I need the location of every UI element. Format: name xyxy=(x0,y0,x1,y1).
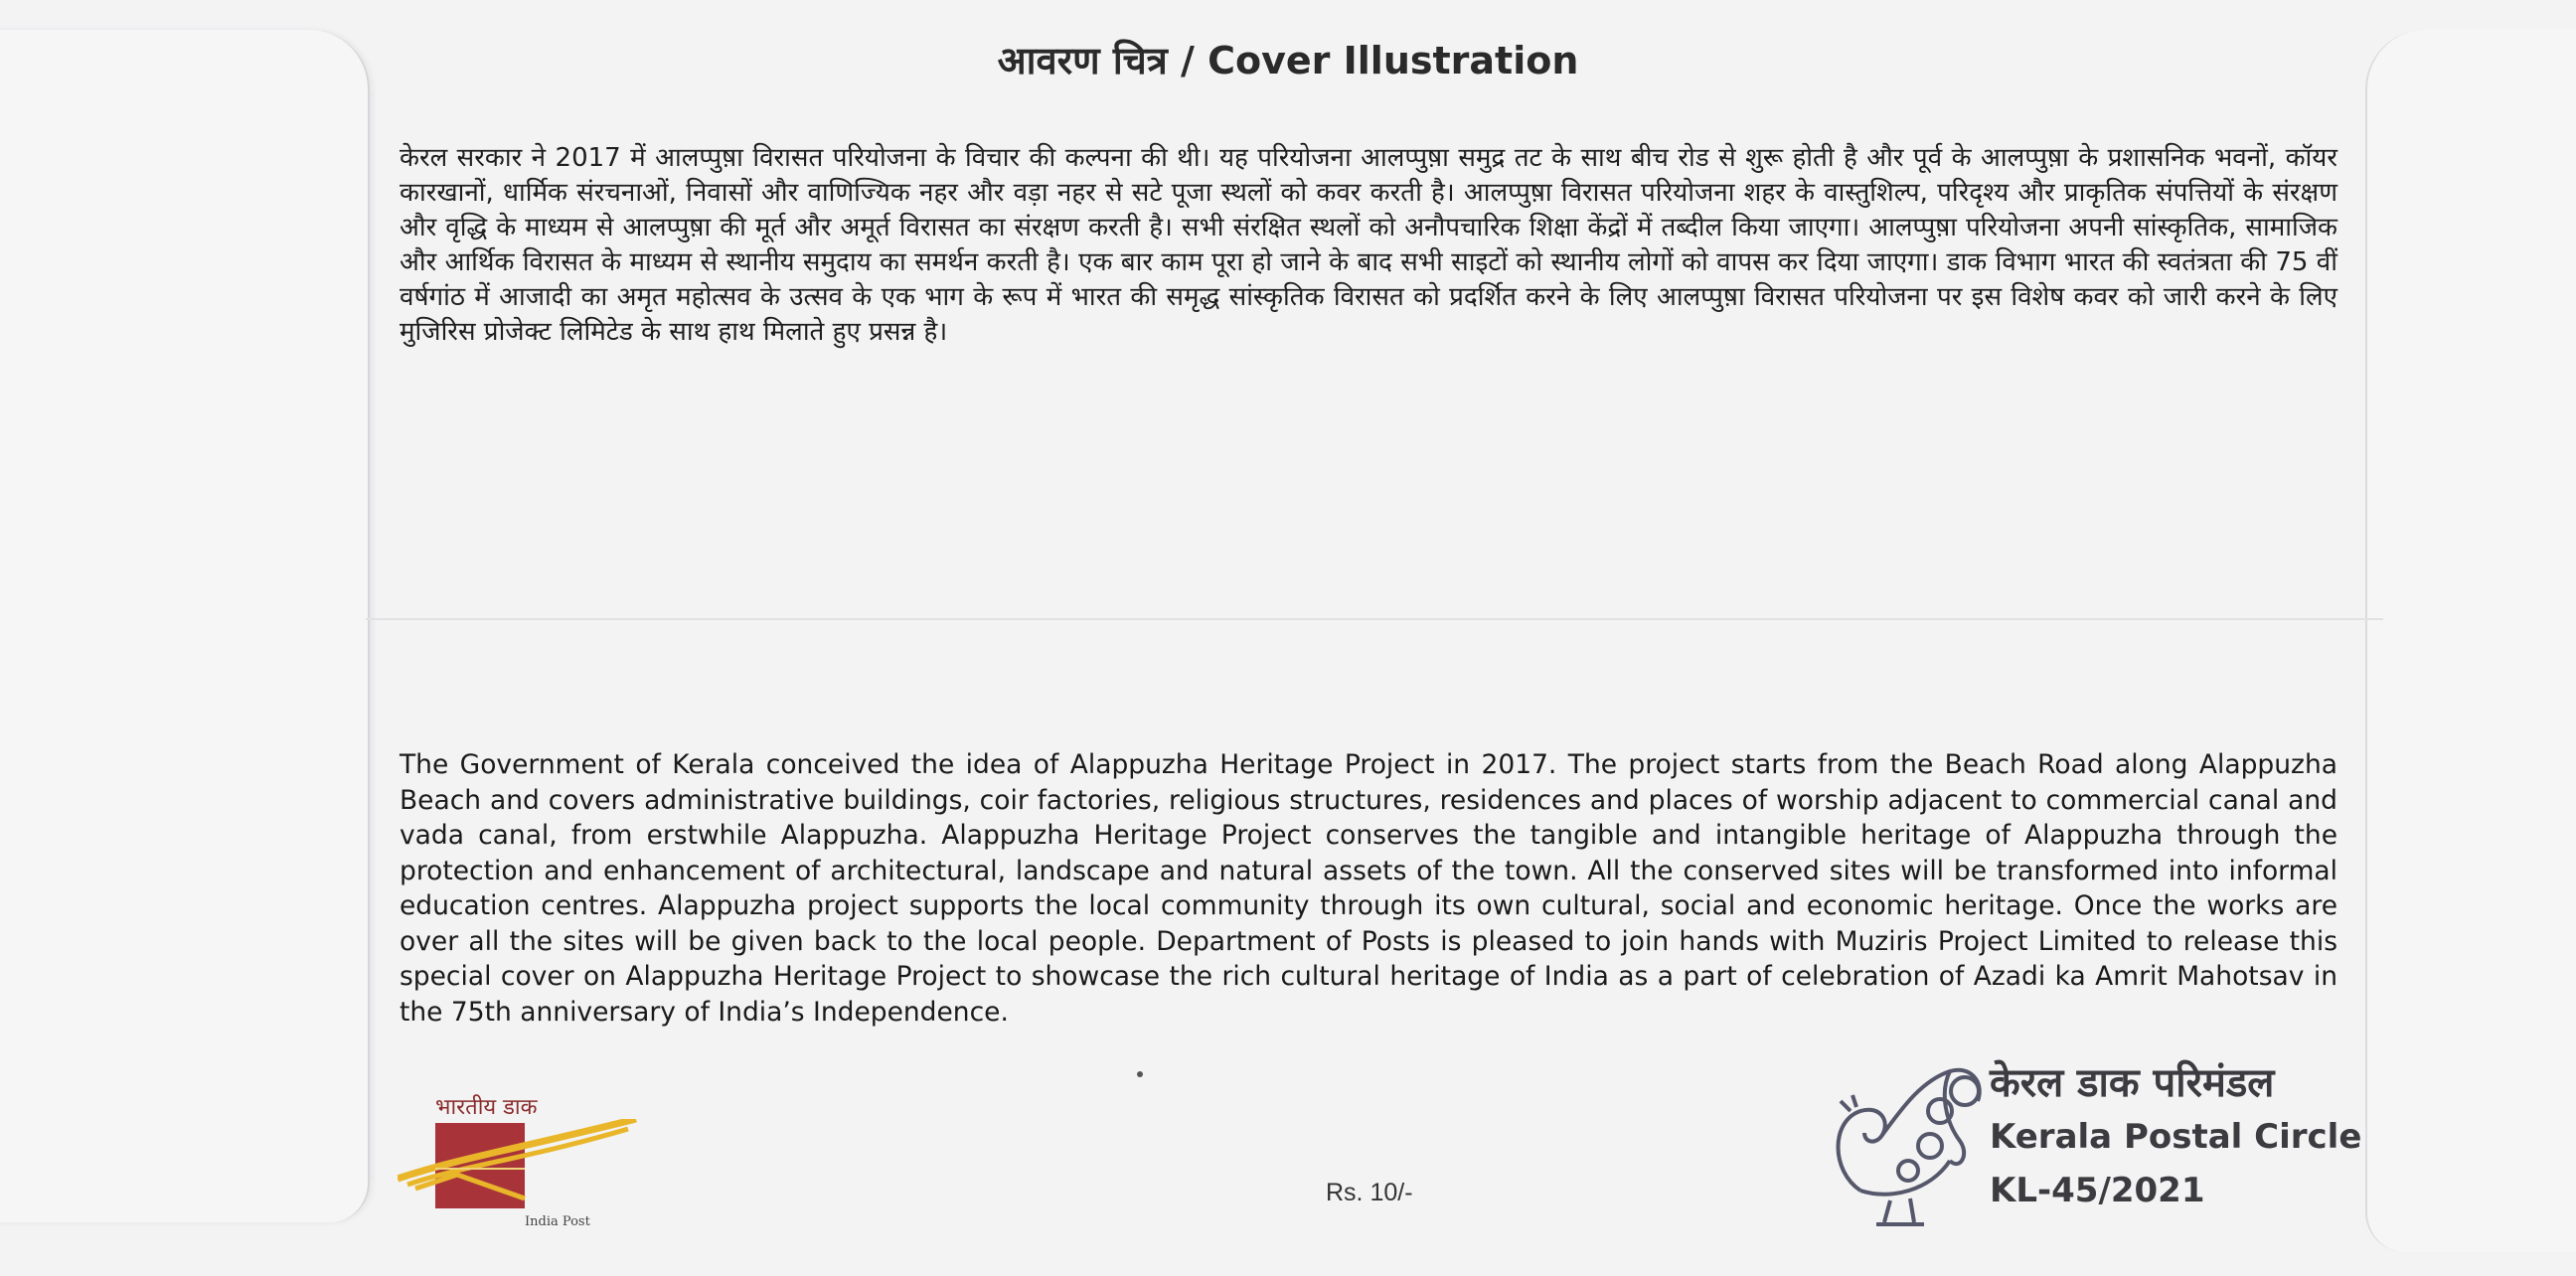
india-post-envelope-icon xyxy=(398,1119,646,1214)
hindi-description: केरल सरकार ने 2017 में आलप्पुष़ा विरासत परियोजना के विचार की कल्पना की थी। यह परियोजना आलप्पुष़ा समुद्र तट के साथ बीच रोड से शुरू होती है और पूर्व के आलप्पुष़ा के प्रशासनिक भवनों, कॉयर कारखानों, धार्मिक संरचनाओं, निवासों और वाणिज्यिक नहर और वड़ा नहर से सटे पूजा स्थलों को कवर करती है। आलप्पुष़ा विरासत परियोजना शहर के वास्तुशिल्प, परिदृश्य और प्राकृतिक संपत्तियों के संरक्षण और वृद्धि के माध्यम से आलप्पुष़ा की मूर्त और अमूर्त विरासत का संरक्षण करती है। सभी संरक्षित स्थलों को अनौपचारिक शिक्षा केंद्रों में तब्दील किया जाएगा। आलप्पुष़ा परियोजना अपनी सांस्कृतिक, सामाजिक और आर्थिक विरासत के माध्यम से स्थानीय समुदाय का समर्थन करती है। एक बार काम पूरा हो जाने के बाद सभी साइटों को स्थानीय लोगों को वापस कर दिया जाएगा। डाक विभाग भारत की स्वतंत्रता की 75 वीं वर्षगांठ में आजादी का अमृत महोत्सव के उत्सव के एक भाग के रूप में भारत की समृद्ध सांस्कृतिक विरासत को प्रदर्शित करने के लिए आलप्पुष़ा विरासत परियोजना पर इस विशेष कवर को जारी करने के लिए मुजिरिस प्रोजेक्ट लिमिटेड के साथ हाथ मिलाते हुए प्रसन्न है। xyxy=(400,143,2337,347)
price-label: Rs. 10/- xyxy=(1326,1179,1413,1206)
postal-circle-block xyxy=(1990,1057,2361,1216)
cover-heading xyxy=(0,34,2576,85)
logo-hindi-text: भारतीय डाक xyxy=(435,1095,538,1120)
english-description: The Government of Kerala conceived the idea of Alappuzha Heritage Project in 2017. The project starts from the Beach Road along Alappuzha Beach and covers administrative buildings, coir factories, religious structures, residences and places of worship adjacent to commercial canal and vada canal, from erstwhile Alappuzha. Alappuzha Heritage Project conserves the tangible and intangible heritage of Alappuzha through the protection and enhancement of architectural, landscape and natural assets of the town. All the conserved sites will be transformed into informal education centres. Alappuzha project supports the local community through its own cultural, social and economic heritage. Once the works are over all the sites will be given back to the local people. Department of Posts is pleased to join hands with Muziris Project Limited to release this special cover on Alappuzha Heritage Project to showcase the rich cultural heritage of India as a part of celebration of Azadi ka Amrit Mahotsav in the 75th anniversary of India’s Independence. xyxy=(400,749,2337,1028)
heading-english: Cover Illustration xyxy=(1208,39,1579,82)
heading-separator: / xyxy=(1167,39,1208,82)
postal-circle-english: Kerala Postal Circle xyxy=(1990,1117,2362,1157)
envelope-left-flap xyxy=(0,30,370,1222)
logo-english-text: India Post xyxy=(525,1214,590,1229)
speck xyxy=(1137,1071,1143,1077)
fold-line xyxy=(366,618,2383,620)
postal-circle-hindi: केरल डाक परिमंडल xyxy=(1990,1060,2275,1106)
peacock-emblem-icon xyxy=(1821,1051,1990,1230)
postal-circle-code: KL-45/2021 xyxy=(1990,1171,2205,1210)
envelope-right-flap xyxy=(2365,30,2576,1252)
india-post-logo xyxy=(398,1091,656,1230)
heading-hindi: आवरण चित्र xyxy=(997,39,1168,82)
